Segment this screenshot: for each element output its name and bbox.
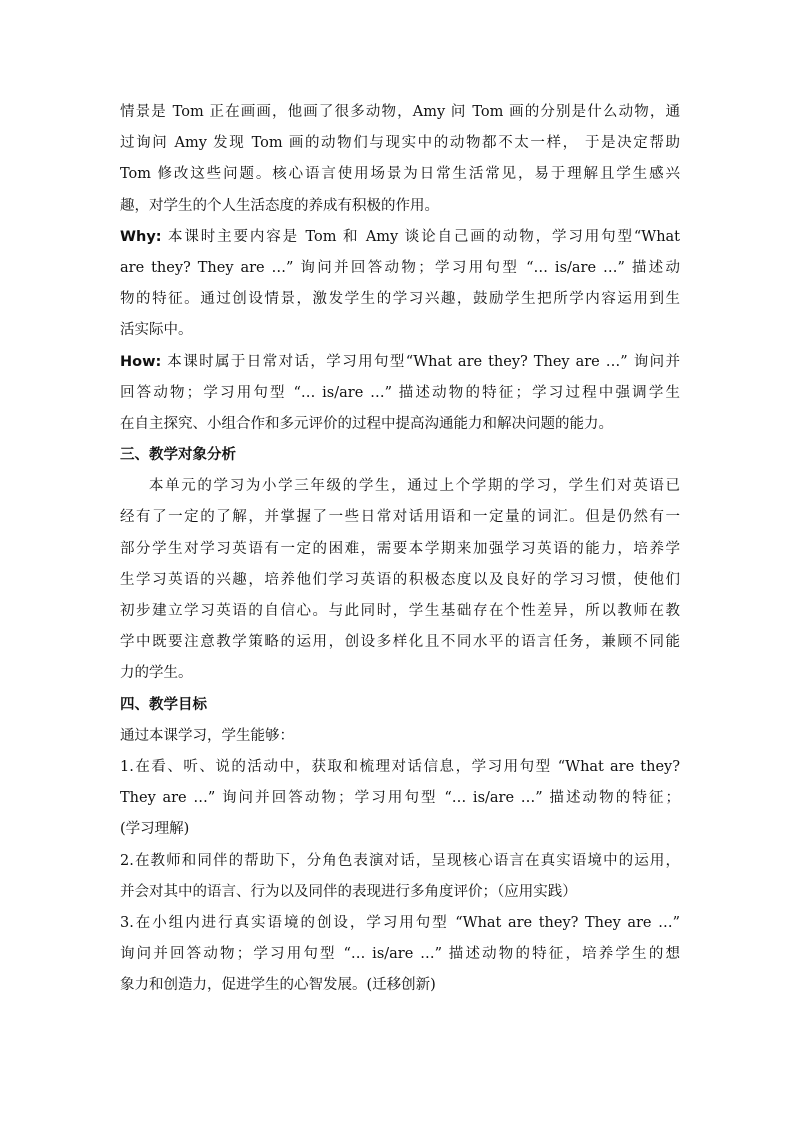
why-line-2: are they? They are …” 询问并回答动物；学习用句型 “… is/are …” 描述动 (120, 259, 680, 276)
why-label: Why: (120, 228, 162, 245)
section3-line-3: 部分学生对学习英语有一定的困难，需要本学期来加强学习英语的能力，培养学 (120, 540, 680, 557)
goal1-line-1: 1.在看、听、说的活动中，获取和梳理对话信息，学习用句型 “What are they? (120, 758, 680, 775)
goal-3 (120, 908, 680, 1002)
intro-line-3: Tom 修改这些问题。核心语言使用场景为日常生活常见，易于理解且学生感兴 (120, 166, 680, 183)
why-line-1 (120, 222, 680, 253)
goal1-line-3: (学习理解) (120, 821, 190, 838)
goal1-line-2: They are …” 询问并回答动物；学习用句型 “… is/are …” 描述动物的特征； (120, 790, 680, 807)
goal3-line-3: 象力和创造力，促进学生的心智发展。(迁移创新) (120, 977, 436, 994)
how-paragraph (120, 347, 680, 441)
section4-intro: 通过本课学习，学生能够： (120, 727, 294, 744)
how-line-2: 回答动物；学习用句型 “… is/are …” 描述动物的特征；学习过程中强调学生 (120, 384, 680, 401)
section3-paragraph (120, 471, 680, 689)
intro-line-4: 趣，对学生的个人生活态度的养成有积极的作用。 (120, 197, 439, 214)
intro-paragraph (120, 97, 680, 222)
why-line-4: 活实际中。 (120, 322, 193, 339)
how-line-1 (120, 347, 680, 378)
section3-heading: 三、教学对象分析 (120, 447, 236, 464)
why-paragraph (120, 222, 680, 347)
how-line-3: 在自主探究、小组合作和多元评价的过程中提高沟通能力和解决问题的能力。 (120, 415, 613, 432)
goal-2 (120, 846, 680, 908)
intro-line-2: 过询问 Amy 发现 Tom 画的动物们与现实中的动物都不太一样， 于是决定帮助 (120, 135, 680, 152)
goal2-line-2: 并会对其中的语言、行为以及同伴的表现进行多角度评价；（应用实践） (120, 883, 577, 900)
why-line-1-text: 本课时主要内容是 Tom 和 Amy 谈论自己画的动物，学习用句型“What (161, 228, 680, 245)
section3-line-6: 学中既要注意教学策略的运用，创设多样化且不同水平的语言任务，兼顾不同能 (120, 634, 680, 651)
how-line-1-text: 本课时属于日常对话，学习用句型“What are they? They are …” 询问并 (161, 353, 680, 370)
goal-1 (120, 752, 680, 846)
section3-line-1: 本单元的学习为小学三年级的学生，通过上个学期的学习，学生们对英语已 (149, 478, 680, 495)
section3-line-4: 生学习英语的兴趣，培养他们学习英语的积极态度以及良好的学习习惯，使他们 (120, 571, 680, 588)
section3-line-5: 初步建立学习英语的自信心。与此同时，学生基础存在个性差异，所以教师在教 (120, 603, 680, 619)
document-page (120, 97, 680, 1001)
intro-line-1: 情景是 Tom 正在画画，他画了很多动物，Amy 问 Tom 画的分别是什么动物，通 (120, 104, 680, 120)
goal3-line-1: 3.在小组内进行真实语境的创设，学习用句型 “What are they? They are …” (120, 914, 680, 931)
goal2-line-1: 2.在教师和同伴的帮助下，分角色表演对话，呈现核心语言在真实语境中的运用， (120, 852, 680, 869)
section4-heading: 四、教学目标 (120, 696, 207, 713)
how-label: How: (120, 353, 162, 370)
section3-line-7: 力的学生。 (120, 665, 193, 682)
section3-line-2: 经有了一定的了解，并掌握了一些日常对话用语和一定量的词汇。但是仍然有一 (120, 509, 680, 526)
goal3-line-2: 询问并回答动物；学习用句型 “… is/are …” 描述动物的特征，培养学生的想 (120, 946, 680, 963)
why-line-3: 物的特征。通过创设情景，激发学生的学习兴趣，鼓励学生把所学内容运用到生 (120, 291, 680, 308)
